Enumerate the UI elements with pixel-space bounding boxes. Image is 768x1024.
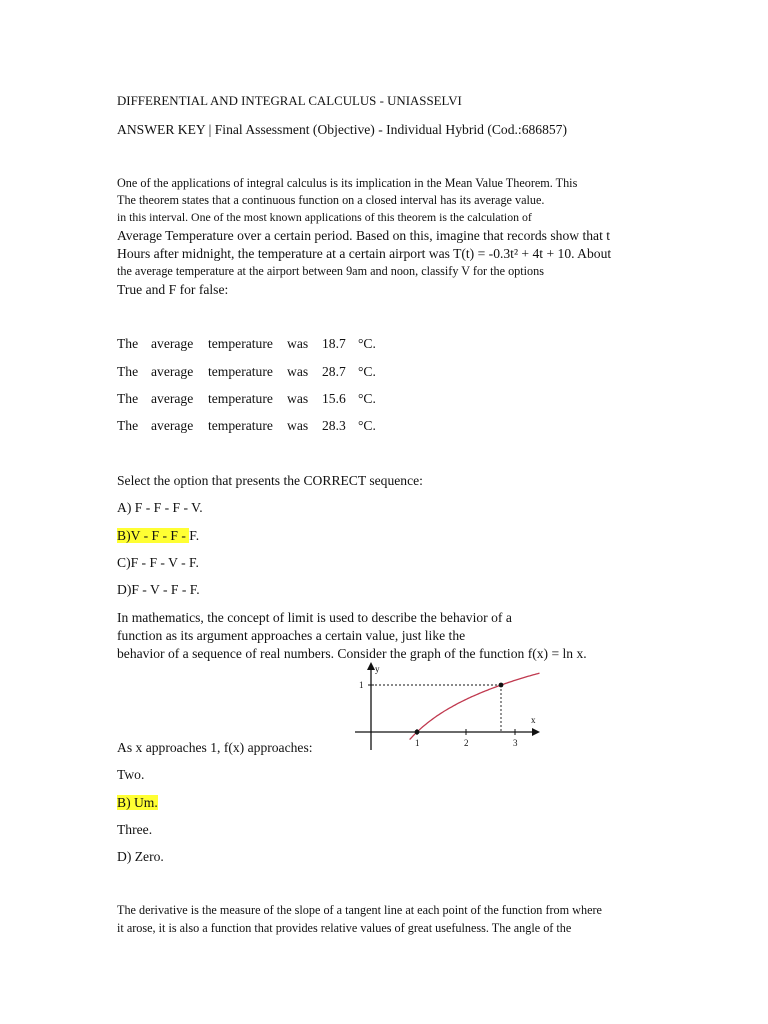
q1-intro-line: the average temperature at the airport between 9am and noon, classify V for the options bbox=[117, 264, 544, 278]
x-tick-label: 3 bbox=[513, 738, 518, 748]
option-b-rest: F. bbox=[189, 528, 200, 543]
statement-word: The bbox=[117, 418, 139, 433]
q1-option-a: A) F - F - F - V. bbox=[117, 500, 203, 515]
q1-intro-line: Hours after midnight, the temperature at a certain airport was T(t) = -0.3t² + 4t + 10. About bbox=[117, 246, 612, 261]
statement-unit: °C. bbox=[358, 364, 376, 379]
ln-x-graph bbox=[350, 660, 550, 752]
x-axis-label: x bbox=[531, 715, 536, 725]
statement-word: temperature bbox=[208, 418, 273, 433]
point-1-0 bbox=[415, 730, 420, 735]
q3-intro-line: it arose, it is also a function that provides relative values of great usefulness. The angle of the bbox=[117, 921, 572, 935]
q1-intro-line: One of the applications of integral calculus is its implication in the Mean Value Theorem. This bbox=[117, 176, 578, 190]
statement-word: was bbox=[287, 364, 309, 379]
q1-intro-line: The theorem states that a continuous function on a closed interval has its average value. bbox=[117, 193, 545, 207]
statement-word: temperature bbox=[208, 336, 273, 351]
y-axis-label: y bbox=[375, 664, 380, 674]
statement-word: temperature bbox=[208, 364, 273, 379]
q2-option-d: D) Zero. bbox=[117, 849, 164, 864]
q1-intro-line: True and F for false: bbox=[117, 282, 229, 297]
statement-word: was bbox=[287, 336, 309, 351]
statement-word: average bbox=[151, 391, 194, 406]
x-axis-arrow bbox=[532, 728, 540, 736]
statement-word: was bbox=[287, 418, 309, 433]
statement-value: 15.6 bbox=[322, 391, 346, 406]
q3-intro-line: The derivative is the measure of the slope of a tangent line at each point of the function from where bbox=[117, 903, 602, 917]
x-tick-label: 2 bbox=[464, 738, 469, 748]
q2-option-b bbox=[117, 796, 158, 810]
statement-value: 28.7 bbox=[322, 364, 346, 379]
statement-word: average bbox=[151, 336, 194, 351]
q2-intro-line: function as its argument approaches a certain value, just like the bbox=[117, 628, 466, 643]
statement-word: average bbox=[151, 364, 194, 379]
answer-highlight: B) Um. bbox=[117, 795, 158, 810]
q1-option-c: C)F - F - V - F. bbox=[117, 555, 199, 570]
x-tick-label: 1 bbox=[415, 738, 420, 748]
y-tick-label: 1 bbox=[359, 680, 364, 690]
q2-option-c: Three. bbox=[117, 822, 153, 837]
q2-option-a: Two. bbox=[117, 767, 145, 782]
q1-intro-line: Average Temperature over a certain period. Based on this, imagine that records show that t bbox=[117, 228, 611, 243]
document-title: DIFFERENTIAL AND INTEGRAL CALCULUS - UNIASSELVI bbox=[117, 94, 462, 108]
statement-value: 28.3 bbox=[322, 418, 346, 433]
q1-option-b bbox=[117, 529, 199, 543]
q2-intro-line: behavior of a sequence of real numbers. Consider the graph of the function f(x) = ln x. bbox=[117, 646, 587, 661]
q2-intro-line: In mathematics, the concept of limit is used to describe the behavior of a bbox=[117, 610, 512, 625]
statement-value: 18.7 bbox=[322, 336, 346, 351]
q1-option-d: D)F - V - F - F. bbox=[117, 582, 200, 597]
q1-prompt: Select the option that presents the CORRECT sequence: bbox=[117, 473, 423, 488]
statement-word: was bbox=[287, 391, 309, 406]
statement-word: The bbox=[117, 364, 139, 379]
point-e-1 bbox=[499, 683, 504, 688]
y-axis-arrow bbox=[367, 662, 375, 670]
q1-intro-line: in this interval. One of the most known applications of this theorem is the calculation of bbox=[117, 210, 532, 224]
document-subtitle: ANSWER KEY | Final Assessment (Objective) - Individual Hybrid (Cod.:686857) bbox=[117, 122, 568, 137]
statement-word: The bbox=[117, 336, 139, 351]
statement-word: average bbox=[151, 418, 194, 433]
q2-prompt: As x approaches 1, f(x) approaches: bbox=[117, 740, 313, 755]
statement-unit: °C. bbox=[358, 418, 376, 433]
answer-highlight: B)V - F - F - bbox=[117, 528, 190, 543]
statement-word: The bbox=[117, 391, 139, 406]
statement-word: temperature bbox=[208, 391, 273, 406]
ln-x-curve bbox=[410, 673, 540, 740]
statement-unit: °C. bbox=[358, 336, 376, 351]
statement-unit: °C. bbox=[358, 391, 376, 406]
